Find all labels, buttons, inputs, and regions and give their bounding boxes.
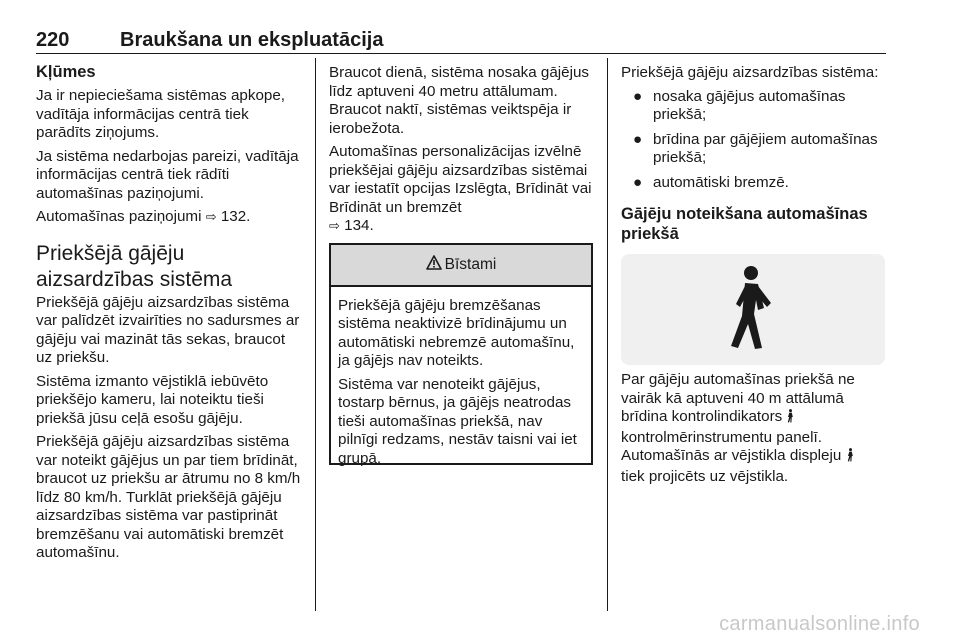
pictogram-panel <box>621 254 885 365</box>
watermark: carmanualsonline.info <box>719 613 920 635</box>
paragraph-with-reference <box>329 143 593 236</box>
paragraph-text: Par gājēju automašīnas priekšā ne vairāk kā aptuveni 40 m attālumā brīdina kontrolindikators <box>621 371 855 425</box>
page-header <box>36 29 886 54</box>
column-left <box>36 62 304 568</box>
column-middle <box>329 64 593 465</box>
paragraph: Priekšējā gājēju aizsardzības sistēma: <box>621 64 879 81</box>
paragraph: Sistēma izmanto vējstiklā iebūvēto priekšējo kameru, lai noteiktu tieši priekšā jūsu ceļā esošu gājēju. <box>36 372 269 427</box>
bullet-icon: ● <box>633 173 643 191</box>
paragraph: Ja ir nepieciešama sistēmas apkope, vadītāja informācijas centrā tiek parādīts ziņojums. <box>36 87 286 141</box>
warning-paragraph: Sistēma var nenoteikt gājējus, tostarp bērnus, ja gājējs neatrodas tieši automašīnas priekšā, nav pilnīgi redzams, nestāv taisni vai iet grupā. <box>338 375 577 467</box>
paragraph-text: tiek projicēts uz vējstikla. <box>621 467 789 485</box>
reference-text: Automašīnas personalizācijas izvēlnē priekšējai gājēju aizsardzības sistēmai var iestatīt opcijas Izslēgta, Brīdināt vai Brīdināt un bremzēt <box>329 143 592 216</box>
list-item-text: brīdina par gājējiem automašīnas priekšā; <box>653 130 878 166</box>
list-item-text: automātiski bremzē. <box>653 173 789 191</box>
paragraph-with-reference <box>36 208 304 227</box>
paragraph: Priekšējā gājēju aizsardzības sistēma var palīdzēt izvairīties no sadursmes ar gājēju vai mazināt tās sekas, braucot uz priekšu. <box>36 293 300 366</box>
subsection-heading: Gājēju noteikšana automašīnas priekšā <box>621 205 868 243</box>
list-item <box>621 131 887 168</box>
list-item <box>621 174 887 193</box>
page-reference-arrow-icon[interactable]: ⇨ <box>205 209 217 224</box>
warning-paragraph: Priekšējā gājēju bremzēšanas sistēma neaktivizē brīdinājumu un automātiski nebremzē automašīnu, ja gājējs nav noteikts. <box>338 296 575 369</box>
section-title <box>36 241 304 293</box>
list-item <box>621 88 887 125</box>
page-reference-link[interactable]: 132. <box>220 208 251 225</box>
paragraph: Ja sistēma nedarbojas pareizi, vadītāja informācijas centrā tiek rādīti automašīnas paziņojumi. <box>36 147 299 202</box>
chapter-title: Braukšana un ekspluatācija <box>120 29 384 51</box>
column-divider <box>607 58 608 611</box>
page-reference-link[interactable]: 134. <box>344 217 374 234</box>
paragraph: Priekšējā gājēju aizsardzības sistēma var noteikt gājējus un par tiem brīdināt, braucot uz priekšu ar ātrumu no 8 km/h līdz 80 km/h. Turklāt priekšējā gājēju aizsardzības sistēma var pastiprināt bremzēšanu vai automātiski bremzēt automašīnu. <box>36 433 301 561</box>
section-title-line: Priekšējā gājēju <box>36 241 185 265</box>
page-reference-arrow-icon[interactable]: ⇨ <box>329 218 340 233</box>
warning-header <box>331 245 591 287</box>
section-title-line: aizsardzības sistēma <box>36 267 233 291</box>
bullet-icon: ● <box>633 130 643 148</box>
column-divider <box>315 58 316 611</box>
paragraph-with-indicator <box>621 371 887 486</box>
pedestrian-icon <box>718 264 788 355</box>
column-right <box>621 64 887 491</box>
feature-list <box>621 88 887 193</box>
bullet-icon: ● <box>633 87 643 105</box>
warning-body <box>331 287 591 469</box>
paragraph-text: kontrolmērinstrumentu panelī. Automašīnās ar vējstikla displeju <box>621 428 842 464</box>
warning-title: Bīstami <box>444 255 497 273</box>
page-number: 220 <box>36 29 70 51</box>
warning-box <box>329 243 593 465</box>
list-item-text: nosaka gājējus automašīnas priekšā; <box>653 87 846 123</box>
pedestrian-indicator-icon <box>786 409 795 429</box>
reference-text: Automašīnas paziņojumi <box>36 208 202 225</box>
pedestrian-indicator-icon <box>846 448 855 468</box>
errors-heading: Kļūmes <box>36 63 96 81</box>
paragraph: Braucot dienā, sistēma nosaka gājējus līdz aptuveni 40 metru attālumam. Braucot naktī, sistēmas veiktspēja ir ierobežota. <box>329 64 590 137</box>
warning-triangle-icon <box>426 255 442 275</box>
